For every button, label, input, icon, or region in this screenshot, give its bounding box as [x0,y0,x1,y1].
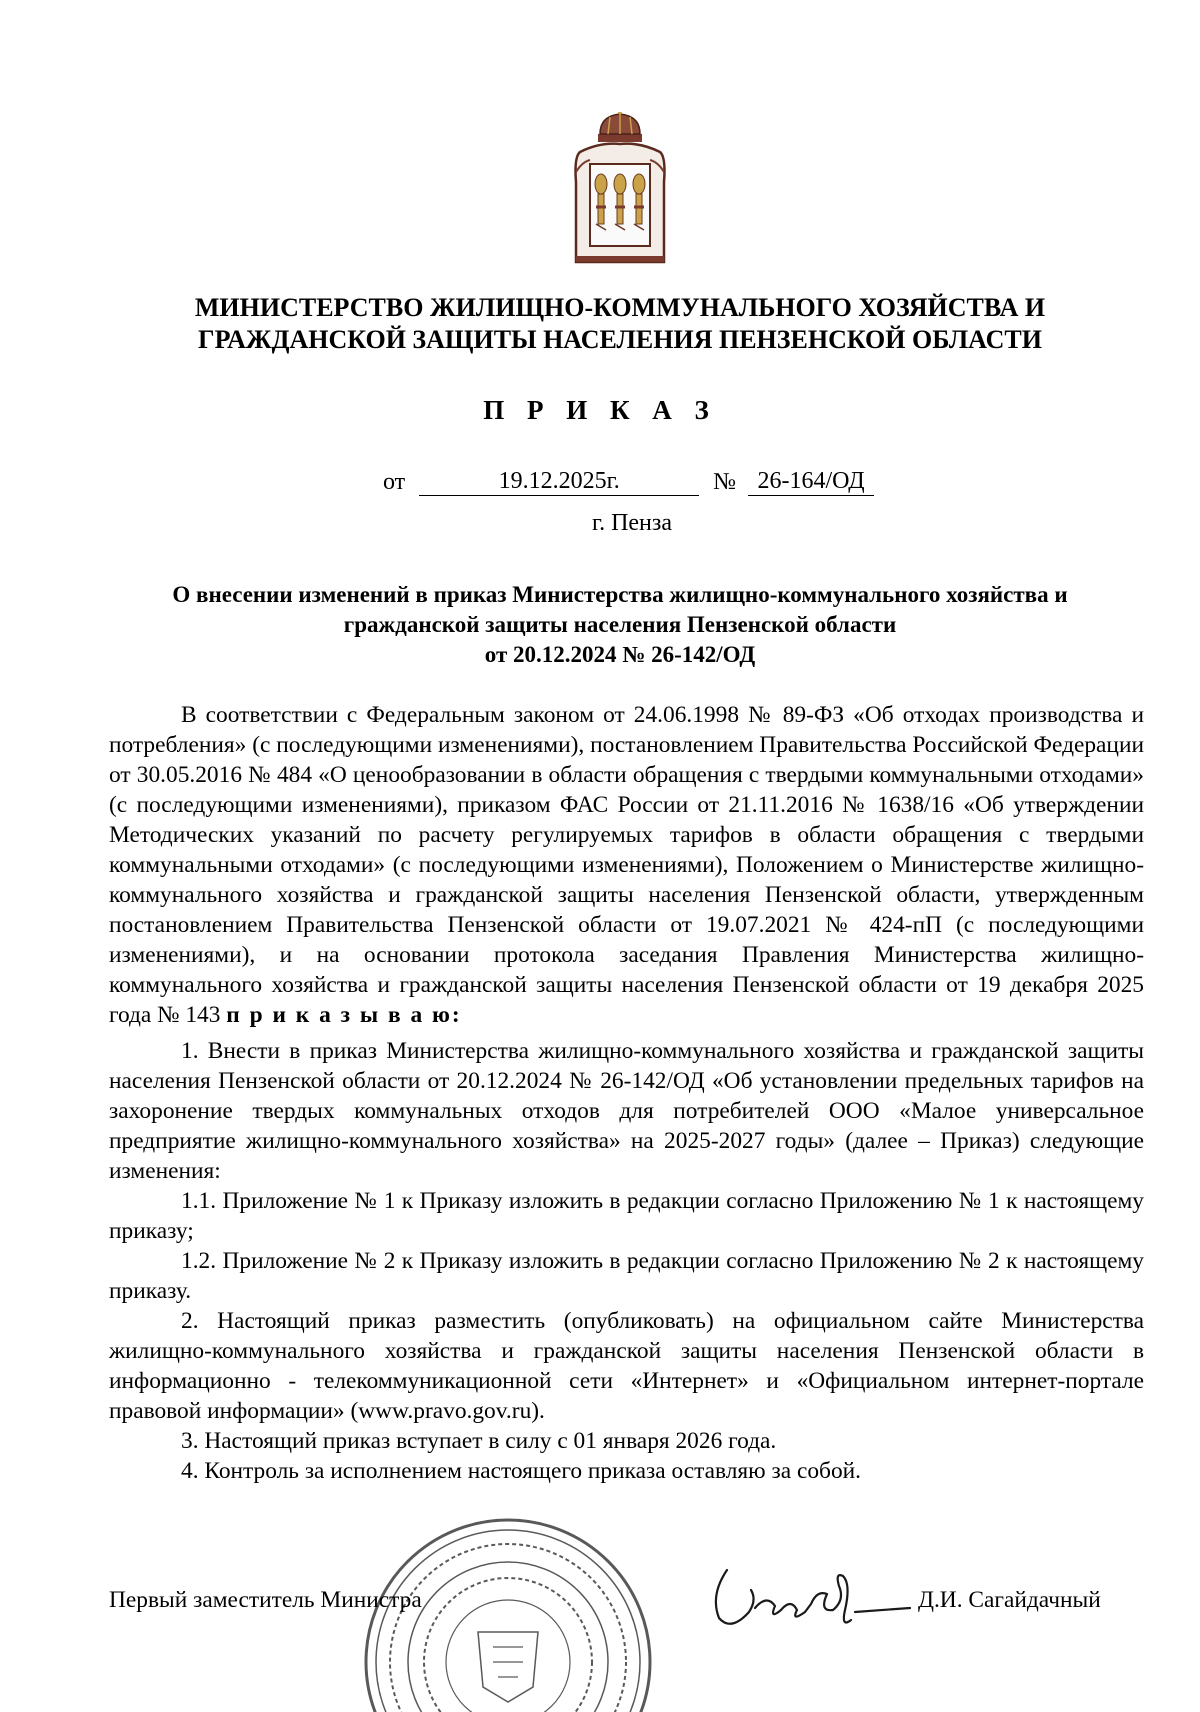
wheat-sheaf-icons [595,174,645,230]
item-1: 1. Внести в приказ Министерства жилищно-коммунального хозяйства и гражданской защиты населения Пензенской области от 20.12.2024 № 26-142/ОД «Об установлении предельных тарифов на захоронение твердых коммунальных отходов для потребителей ООО «Малое универсальное предприятие жилищно-коммунального хозяйства» на 2025-2027 годы» (далее – Приказ) следующие изменения: [109,1038,1144,1184]
subject-line2: гражданской защиты населения Пензенской области [343,612,897,637]
date-prefix: от [383,469,406,495]
signatory-position: Первый заместитель Министра [109,1587,422,1613]
coat-of-arms-emblem [570,112,670,270]
ministry-name-line2: ГРАЖДАНСКОЙ ЗАЩИТЫ НАСЕЛЕНИЯ ПЕНЗЕНСКОЙ ОБЛАСТИ [198,325,1042,354]
item-1-1: 1.1. Приложение № 1 к Приказу изложить в редакции согласно Приложению № 1 к настоящему приказу; [109,1188,1144,1244]
order-verb: п р и к а з ы в а ю: [226,1002,462,1028]
signatory-name: Д.И. Сагайдачный [918,1587,1101,1613]
number-prefix: № [713,469,737,495]
ministry-name-line1: МИНИСТЕРСТВО ЖИЛИЩНО-КОММУНАЛЬНОГО ХОЗЯЙСТВА И [194,293,1046,322]
order-number: 26-164/ОД [748,468,874,496]
order-date: 19.12.2025г. [419,468,699,496]
order-body [109,700,1144,1486]
place-of-issue: г. Пенза [591,510,673,536]
crown-icon [598,112,642,142]
item-2: 2. Настоящий приказ разместить (опубликовать) на официальном сайте Министерства жилищно-коммунального хозяйства и гражданской защиты населения Пензенской области в информационно - телекоммуникационной сети «Интернет» и «Официальном интернет-портале правовой информации» (www.pravo.gov.ru). [109,1308,1144,1424]
item-1-2: 1.2. Приложение № 2 к Приказу изложить в редакции согласно Приложению № 2 к настоящему приказу. [109,1248,1144,1304]
item-4: 4. Контроль за исполнением настоящего приказа оставляю за собой. [181,1458,862,1484]
preamble-text: В соответствии с Федеральным законом от 24.06.1998 № 89-ФЗ «Об отходах производства и потребления» (с последующими изменениями), постановлением Правительства Российской Федерации от 30.05.2016 № 484 «О ценообразовании в области обращения с твердыми коммунальными отходами» (с последующими изменениями), приказом ФАС России от 21.11.2016 № 1638/16 «Об утверждении Методических указаний по расчету регулируемых тарифов в области обращения с твердыми коммунальными отходами» (с последующими изменениями), Положением о Министерстве жилищно-коммунального хозяйства и гражданской защиты населения Пензенской области, утвержденным постановлением Правительства Пензенской области от 19.07.2021 № 424-пП (с последующими изменениями), и на основании протокола заседания Правления Министерства жилищно-коммунального хозяйства и гражданской защиты населения Пензенской области от 19 декабря 2025 года № 143 [109,702,1144,1028]
preamble-paragraph [109,700,1144,1030]
date-number-line [383,468,874,502]
item-3: 3. Настоящий приказ вступает в силу с 01 января 2026 года. [181,1428,777,1454]
document-type: П Р И К А З [483,395,717,425]
handwritten-signature [705,1550,925,1640]
order-subject [100,580,1140,670]
subject-line3: от 20.12.2024 № 26-142/ОД [484,642,756,667]
ministry-name [90,292,1150,356]
subject-line1: О внесении изменений в приказ Министерства жилищно-коммунального хозяйства и [172,582,1068,607]
